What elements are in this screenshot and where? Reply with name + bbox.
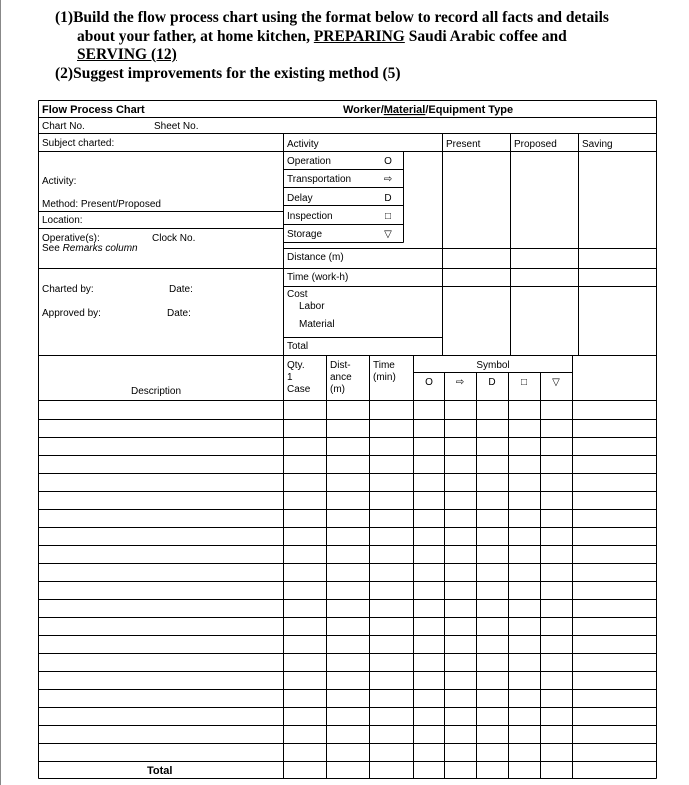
distance-header-3: (m) bbox=[330, 384, 345, 395]
chart-title: Flow Process Chart bbox=[42, 104, 145, 116]
chart-type bbox=[343, 104, 513, 116]
subject-charted-label: Subject charted: bbox=[42, 138, 115, 149]
approved-date-label: Date: bbox=[167, 308, 191, 319]
remarks-note bbox=[42, 243, 138, 254]
distance-header-1: Dist- bbox=[330, 360, 351, 371]
qty-header-1: Qty. bbox=[287, 360, 305, 371]
clock-no-label: Clock No. bbox=[152, 233, 196, 244]
question-1-text-2a: about your father, at home kitchen, bbox=[77, 28, 314, 45]
sheet-no-label: Sheet No. bbox=[154, 121, 199, 132]
summary-present-label: Present bbox=[446, 139, 481, 150]
col-transport-icon: ⇨ bbox=[455, 377, 465, 388]
summary-total-label: Total bbox=[287, 341, 309, 352]
col-delay-icon: D bbox=[488, 377, 496, 388]
operatives-label: Operative(s): bbox=[42, 233, 100, 244]
transportation-label: Transportation bbox=[287, 174, 352, 185]
detail-row-lines bbox=[39, 420, 657, 762]
chart-type-equipment: /Equipment Type bbox=[425, 104, 514, 116]
delay-label: Delay bbox=[287, 193, 313, 204]
summary-activity-label: Activity bbox=[287, 139, 319, 150]
distance-header-2: ance bbox=[330, 372, 352, 383]
question-1-number: (1) bbox=[55, 9, 74, 26]
question-2-number: (2) bbox=[55, 65, 74, 82]
activity-label: Activity: bbox=[42, 176, 77, 187]
approved-by-label: Approved by: bbox=[42, 308, 101, 319]
description-header: Description bbox=[131, 386, 182, 397]
charted-by-label: Charted by: bbox=[42, 284, 94, 295]
time-label: Time (work-h) bbox=[287, 272, 349, 283]
question-2-text: Suggest improvements for the existing method (5) bbox=[73, 65, 401, 82]
storage-triangle-icon: ▽ bbox=[384, 229, 392, 240]
time-header-1: Time bbox=[373, 360, 395, 371]
remarks-see: See bbox=[42, 243, 63, 254]
qty-header-3: Case bbox=[287, 384, 311, 395]
qty-header-2: 1 bbox=[287, 372, 293, 383]
col-operation-icon: O bbox=[425, 377, 433, 388]
distance-label: Distance (m) bbox=[287, 252, 344, 263]
question-1-preparing: PREPARING bbox=[313, 28, 405, 45]
transport-arrow-icon: ⇨ bbox=[383, 174, 393, 185]
summary-saving-label: Saving bbox=[582, 139, 613, 150]
location-label: Location: bbox=[42, 215, 83, 226]
col-inspection-icon: □ bbox=[520, 377, 528, 388]
question-1-serving: SERVING (12) bbox=[77, 46, 177, 63]
inspection-label: Inspection bbox=[287, 211, 333, 222]
labor-label: Labor bbox=[299, 301, 325, 312]
header-grid bbox=[39, 118, 657, 779]
remarks-column: Remarks column bbox=[62, 243, 138, 254]
chart-no-label: Chart No. bbox=[42, 121, 85, 132]
question-1-text-2c: Saudi Arabic coffee and bbox=[404, 28, 567, 45]
summary-proposed-label: Proposed bbox=[514, 139, 557, 150]
charted-date-label: Date: bbox=[169, 284, 193, 295]
detail-total-label: Total bbox=[147, 765, 173, 777]
operation-label: Operation bbox=[287, 156, 331, 167]
material-label: Material bbox=[299, 319, 335, 330]
detail-grid bbox=[39, 356, 657, 779]
storage-label: Storage bbox=[287, 229, 323, 240]
symbol-header: Symbol bbox=[476, 360, 510, 371]
question-1-text-1: Build the flow process chart using the format below to record all facts and details bbox=[73, 9, 609, 26]
operation-symbol-icon: O bbox=[384, 156, 392, 167]
chart-type-worker: Worker/ bbox=[343, 104, 384, 116]
cost-label: Cost bbox=[287, 289, 308, 300]
chart-type-material: Material bbox=[383, 104, 426, 116]
inspection-square-icon: □ bbox=[384, 211, 392, 222]
method-label: Method: Present/Proposed bbox=[42, 199, 161, 210]
delay-symbol-icon: D bbox=[384, 193, 392, 204]
col-storage-icon: ▽ bbox=[552, 377, 560, 388]
time-header-2: (min) bbox=[373, 372, 396, 383]
